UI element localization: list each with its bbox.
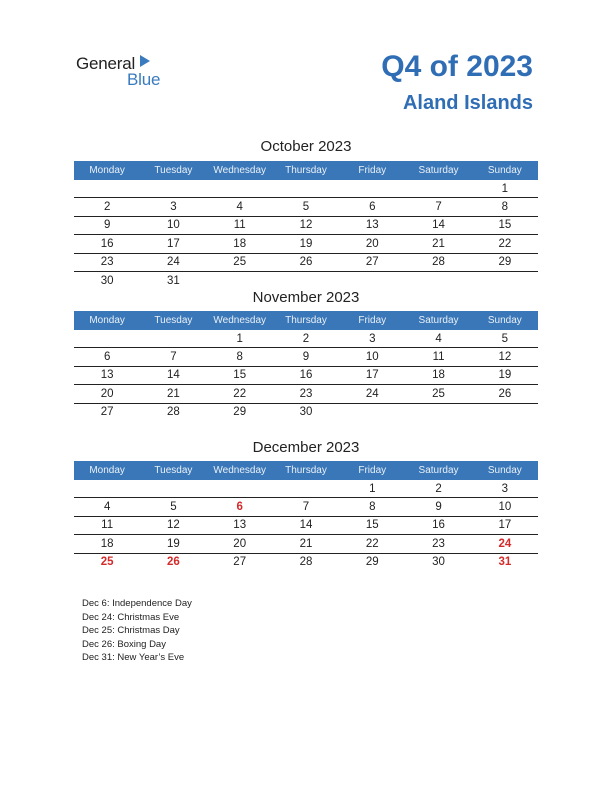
empty-day-cell bbox=[472, 271, 538, 289]
day-cell: 18 bbox=[74, 535, 140, 553]
day-cell: 18 bbox=[405, 366, 471, 384]
day-cell: 11 bbox=[74, 516, 140, 534]
day-cell: 20 bbox=[339, 235, 405, 253]
day-cell: 11 bbox=[207, 216, 273, 234]
weekday-header: Wednesday bbox=[207, 161, 273, 180]
day-cell: 27 bbox=[100, 406, 114, 419]
day-cell: 26 bbox=[167, 556, 180, 569]
day-cell: 8 bbox=[339, 498, 405, 516]
empty-day-cell bbox=[207, 271, 273, 289]
day-cell: 30 bbox=[299, 406, 313, 419]
week-row bbox=[74, 480, 538, 498]
day-cell: 29 bbox=[233, 406, 247, 419]
weekday-header: Tuesday bbox=[140, 161, 206, 180]
day-cell: 21 bbox=[405, 235, 471, 253]
week-row bbox=[74, 535, 538, 553]
weekday-header: Wednesday bbox=[207, 461, 273, 480]
day-cell: 12 bbox=[273, 216, 339, 234]
day-cell: 1 bbox=[339, 480, 405, 498]
day-cell: 28 bbox=[299, 556, 313, 569]
empty-day-cell bbox=[405, 403, 471, 421]
day-cell: 29 bbox=[472, 253, 538, 271]
day-cell: 9 bbox=[74, 216, 140, 234]
week-row bbox=[74, 180, 538, 198]
day-cell: 12 bbox=[472, 348, 538, 366]
day-cell: 3 bbox=[339, 330, 405, 348]
weekday-header: Monday bbox=[74, 161, 140, 180]
day-cell: 1 bbox=[207, 330, 273, 348]
day-cell: 6 bbox=[207, 498, 273, 516]
empty-day-cell bbox=[405, 271, 471, 289]
empty-day-cell bbox=[140, 330, 206, 348]
empty-day-cell bbox=[273, 180, 339, 198]
country-name: Aland Islands bbox=[402, 92, 533, 114]
day-cell: 17 bbox=[140, 235, 206, 253]
day-cell: 8 bbox=[207, 348, 273, 366]
day-cell: 23 bbox=[74, 253, 140, 271]
day-cell: 24 bbox=[472, 535, 538, 553]
day-cell: 22 bbox=[472, 235, 538, 253]
day-cell: 7 bbox=[273, 498, 339, 516]
month-title-october: October 2023 bbox=[260, 138, 352, 155]
day-cell: 6 bbox=[339, 198, 405, 216]
day-cell: 11 bbox=[405, 348, 471, 366]
day-cell: 28 bbox=[405, 253, 471, 271]
holiday-item: Dec 6: Independence Day bbox=[82, 598, 192, 609]
day-cell: 13 bbox=[74, 366, 140, 384]
day-cell: 31 bbox=[498, 556, 512, 569]
day-cell: 2 bbox=[273, 330, 339, 348]
day-cell: 9 bbox=[405, 498, 471, 516]
day-cell: 14 bbox=[140, 366, 206, 384]
weekday-header: Sunday bbox=[472, 461, 538, 480]
day-cell: 27 bbox=[233, 556, 247, 569]
page-title: Q4 of 2023 bbox=[381, 50, 533, 83]
day-cell: 3 bbox=[472, 480, 538, 498]
weekday-header: Thursday bbox=[273, 161, 339, 180]
empty-day-cell bbox=[405, 180, 471, 198]
empty-day-cell bbox=[339, 180, 405, 198]
day-cell: 29 bbox=[365, 556, 379, 569]
week-row bbox=[74, 366, 538, 384]
weekday-header: Friday bbox=[339, 161, 405, 180]
day-cell: 6 bbox=[74, 348, 140, 366]
week-row bbox=[74, 385, 538, 403]
day-cell: 13 bbox=[207, 516, 273, 534]
weekday-header: Thursday bbox=[273, 461, 339, 480]
empty-day-cell bbox=[339, 271, 405, 289]
week-row bbox=[74, 271, 538, 289]
holiday-item: Dec 31: New Year’s Eve bbox=[82, 652, 185, 664]
day-cell: 26 bbox=[273, 253, 339, 271]
day-cell: 17 bbox=[339, 366, 405, 384]
weekday-header: Tuesday bbox=[140, 461, 206, 480]
empty-day-cell bbox=[207, 480, 273, 498]
week-row bbox=[74, 403, 538, 421]
day-cell: 2 bbox=[405, 480, 471, 498]
weekday-header: Saturday bbox=[405, 311, 471, 330]
day-cell: 27 bbox=[339, 253, 405, 271]
generalblue-logo bbox=[76, 52, 176, 92]
calendar-october bbox=[74, 161, 538, 289]
day-cell: 7 bbox=[405, 198, 471, 216]
day-cell: 26 bbox=[472, 385, 538, 403]
week-row bbox=[74, 553, 538, 571]
holiday-item: Dec 26: Boxing Day bbox=[82, 638, 166, 650]
logo-word-general: General bbox=[76, 54, 136, 73]
empty-day-cell bbox=[140, 480, 206, 498]
empty-day-cell bbox=[339, 403, 405, 421]
empty-day-cell bbox=[74, 180, 140, 198]
day-cell: 14 bbox=[273, 516, 339, 534]
weekday-header: Saturday bbox=[405, 461, 471, 480]
day-cell: 1 bbox=[472, 180, 538, 198]
day-cell: 14 bbox=[405, 216, 471, 234]
empty-day-cell bbox=[273, 480, 339, 498]
week-row bbox=[74, 235, 538, 253]
day-cell: 5 bbox=[140, 498, 206, 516]
week-row bbox=[74, 498, 538, 516]
day-cell: 9 bbox=[273, 348, 339, 366]
day-cell: 12 bbox=[140, 516, 206, 534]
day-cell: 8 bbox=[472, 198, 538, 216]
day-cell: 22 bbox=[339, 535, 405, 553]
day-cell: 4 bbox=[74, 498, 140, 516]
logo-flag-icon bbox=[140, 55, 150, 67]
weekday-header: Tuesday bbox=[140, 311, 206, 330]
weekday-header: Saturday bbox=[405, 161, 471, 180]
day-cell: 19 bbox=[472, 366, 538, 384]
day-cell: 28 bbox=[167, 406, 180, 419]
day-cell: 25 bbox=[405, 385, 471, 403]
month-title-november: November 2023 bbox=[252, 289, 360, 306]
day-cell: 21 bbox=[273, 535, 339, 553]
weekday-header: Friday bbox=[339, 311, 405, 330]
weekday-header: Thursday bbox=[273, 311, 339, 330]
day-cell: 19 bbox=[140, 535, 206, 553]
empty-day-cell bbox=[207, 180, 273, 198]
day-cell: 20 bbox=[207, 535, 273, 553]
day-cell: 19 bbox=[273, 235, 339, 253]
day-cell: 23 bbox=[273, 385, 339, 403]
day-cell: 2 bbox=[74, 198, 140, 216]
month-title-december: December 2023 bbox=[252, 439, 360, 456]
day-cell: 23 bbox=[405, 535, 471, 553]
empty-day-cell bbox=[140, 180, 206, 198]
week-row bbox=[74, 216, 538, 234]
day-cell: 16 bbox=[273, 366, 339, 384]
empty-day-cell bbox=[472, 403, 538, 421]
weekday-header: Friday bbox=[339, 461, 405, 480]
calendar-november bbox=[74, 311, 538, 421]
day-cell: 4 bbox=[207, 198, 273, 216]
week-row bbox=[74, 253, 538, 271]
weekday-header: Monday bbox=[74, 461, 140, 480]
day-cell: 15 bbox=[207, 366, 273, 384]
day-cell: 25 bbox=[207, 253, 273, 271]
week-row bbox=[74, 198, 538, 216]
day-cell: 17 bbox=[472, 516, 538, 534]
day-cell: 24 bbox=[140, 253, 206, 271]
day-cell: 4 bbox=[405, 330, 471, 348]
holiday-item: Dec 25: Christmas Day bbox=[82, 625, 180, 637]
day-cell: 25 bbox=[100, 556, 114, 569]
day-cell: 24 bbox=[339, 385, 405, 403]
calendar-december bbox=[74, 461, 538, 571]
day-cell: 5 bbox=[273, 198, 339, 216]
day-cell: 10 bbox=[472, 498, 538, 516]
empty-day-cell bbox=[74, 480, 140, 498]
day-cell: 16 bbox=[405, 516, 471, 534]
day-cell: 5 bbox=[472, 330, 538, 348]
day-cell: 30 bbox=[100, 274, 114, 287]
empty-day-cell bbox=[74, 330, 140, 348]
weekday-header: Monday bbox=[74, 311, 140, 330]
day-cell: 7 bbox=[140, 348, 206, 366]
week-row bbox=[74, 516, 538, 534]
day-cell: 10 bbox=[339, 348, 405, 366]
weekday-header: Wednesday bbox=[207, 311, 273, 330]
day-cell: 15 bbox=[339, 516, 405, 534]
weekday-header: Sunday bbox=[472, 161, 538, 180]
day-cell: 18 bbox=[207, 235, 273, 253]
day-cell: 30 bbox=[432, 556, 445, 569]
day-cell: 13 bbox=[339, 216, 405, 234]
day-cell: 21 bbox=[140, 385, 206, 403]
empty-day-cell bbox=[273, 271, 339, 289]
day-cell: 22 bbox=[207, 385, 273, 403]
weekday-header: Sunday bbox=[472, 311, 538, 330]
day-cell: 20 bbox=[74, 385, 140, 403]
day-cell: 31 bbox=[167, 274, 180, 287]
day-cell: 16 bbox=[74, 235, 140, 253]
week-row bbox=[74, 348, 538, 366]
day-cell: 10 bbox=[140, 216, 206, 234]
logo-word-blue: Blue bbox=[127, 70, 161, 89]
day-cell: 3 bbox=[140, 198, 206, 216]
holiday-list bbox=[82, 597, 192, 665]
day-cell: 15 bbox=[472, 216, 538, 234]
week-row bbox=[74, 330, 538, 348]
holiday-item: Dec 24: Christmas Eve bbox=[82, 611, 180, 623]
